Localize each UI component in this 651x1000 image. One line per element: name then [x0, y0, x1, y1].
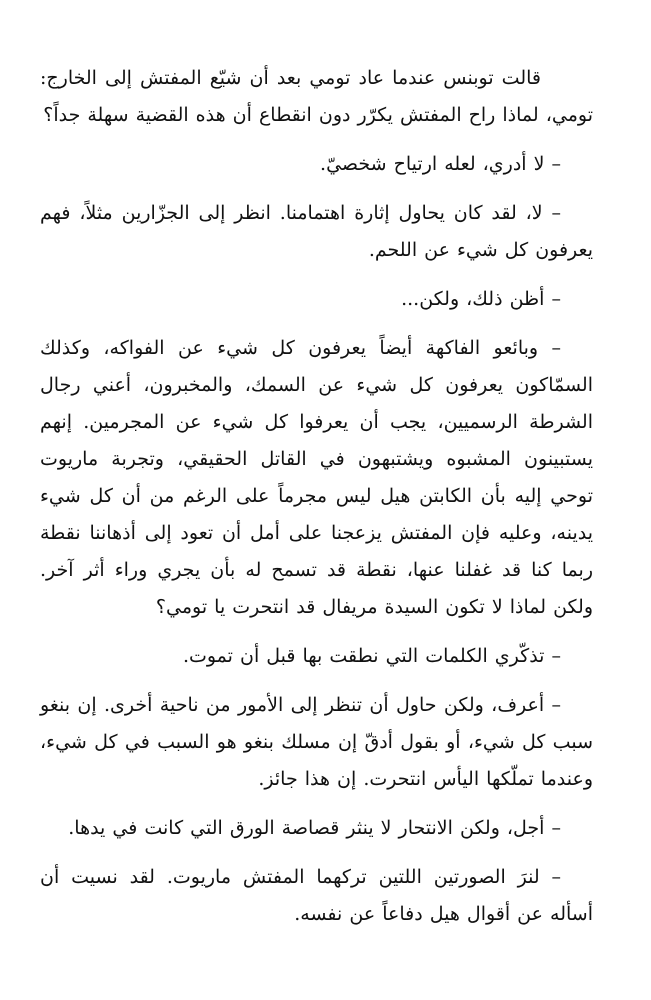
dialogue-line: – أعرف، ولكن حاول أن تنظر إلى الأمور من ناحية أخرى. إن بنغو سبب كل شيء، أو بقول أدقّ إن مسلك بنغو هو السبب في كل شيء، وعندما تملّكها اليأس انتحرت. إن هذا جائز. [40, 694, 593, 790]
dialogue-line: – أظن ذلك، ولكن... [401, 288, 561, 310]
dialogue-line: – لا، لقد كان يحاول إثارة اهتمامنا. انظر إلى الجزّارين مثلاً، فهم يعرفون كل شيء عن اللحم. [40, 202, 593, 261]
dialogue-line: – وبائعو الفاكهة أيضاً يعرفون كل شيء عن الفواكه، وكذلك السمّاكون يعرفون كل شيء عن السمك، والمخبرون، أعني رجال الشرطة الرسميين، يجب أن يعرفوا كل شيء عن المجرمين. إنهم يستبينون المشبوه ويشتبهون في القاتل الحقيقي، وتجربة ماريوت توحي إليه بأن الكابتن هيل ليس مجرماً على الرغم من أن كل شيء يدينه، وعليه فإن المفتش يزعجنا على أمل أن تعود إلى أذهاننا نقطة ربما كنا قد غفلنا عنها، نقطة قد تسمح له بأن يجري وراء أثر آخر. ولكن لماذا لا تكون السيدة مريفال قد انتحرت يا تومي؟ [40, 337, 593, 618]
dialogue-line: – تذكّري الكلمات التي نطقت بها قبل أن تموت. [182, 645, 561, 667]
dialogue-line: – لنرَ الصورتين اللتين تركهما المفتش ماريوت. لقد نسيت أن أسأله عن أقوال هيل دفاعاً عن نفسه. [40, 866, 593, 925]
dialogue-line: – أجل، ولكن الانتحار لا ينثر قصاصة الورق التي كانت في يدها. [68, 817, 561, 839]
dialogue-line: – لا أدري، لعله ارتياح شخصيّ. [320, 153, 561, 175]
narration-paragraph: قالت توبنس عندما عاد تومي بعد أن شيّع المفتش إلى الخارج: تومي، لماذا راح المفتش يكرّر دون انقطاع أن هذه القضية سهلة جداً؟ [40, 67, 593, 126]
